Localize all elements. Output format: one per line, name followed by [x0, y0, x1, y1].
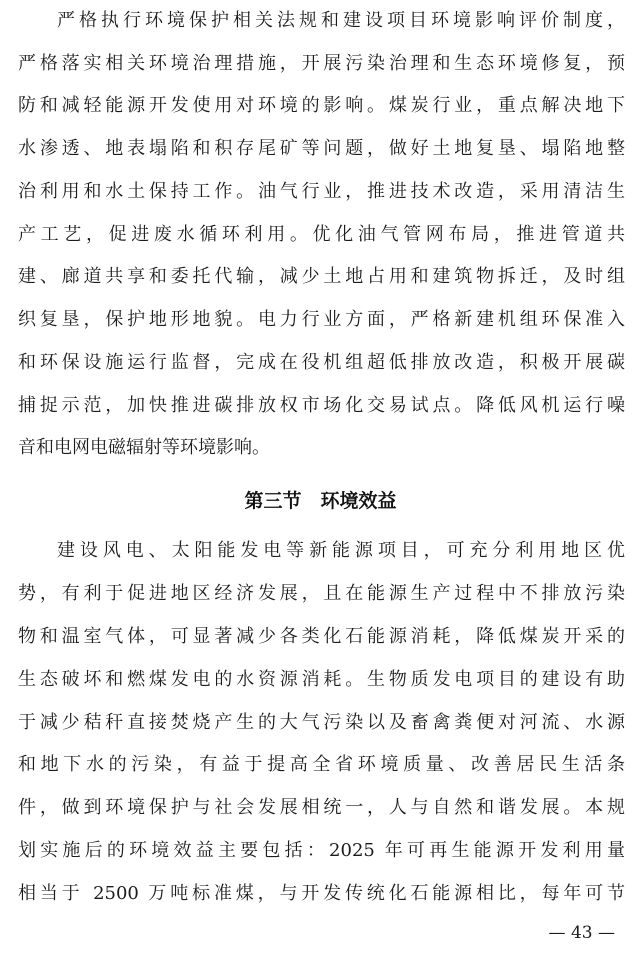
paragraph-line: 相当于 2500 万吨标准煤，与开发传统化石能源相比，每年可节 — [18, 883, 625, 904]
paragraph-line: 和环保设施运行监督，完成在役机组超低排放改造，积极开展碳 — [18, 352, 625, 373]
page-number: — 43 — — [548, 923, 615, 943]
paragraph-line: 防和减轻能源开发使用对环境的影响。煤炭行业，重点解决地下 — [18, 95, 625, 116]
paragraph-line: 捕捉示范，加快推进碳排放权市场化交易试点。降低风机运行噪 — [18, 395, 625, 416]
paragraph-line: 建、廊道共享和委托代输，减少土地占用和建筑物拆迁，及时组 — [18, 266, 625, 287]
paragraph-line: 水渗透、地表塌陷和积存尾矿等问题，做好土地复垦、塌陷地整 — [18, 138, 625, 159]
paragraph-line: 治利用和水土保持工作。油气行业，推进技术改造，采用清洁生 — [18, 181, 625, 202]
paragraph-line: 势，有利于促进地区经济发展，且在能源生产过程中不排放污染 — [18, 583, 625, 604]
paragraph-line: 严格执行环境保护相关法规和建设项目环境影响评价制度， — [57, 10, 625, 31]
paragraph-line: 建设风电、太阳能发电等新能源项目，可充分利用地区优 — [57, 540, 625, 561]
paragraph-line: 于减少秸秆直接焚烧产生的大气污染以及畜禽粪便对河流、水源 — [18, 712, 625, 733]
paragraph-line: 严格落实相关环境治理措施，开展污染治理和生态环境修复，预 — [18, 53, 625, 74]
paragraph-line: 划实施后的环境效益主要包括：2025 年可再生能源开发利用量 — [18, 840, 625, 861]
paragraph-line: 产工艺，促进废水循环利用。优化油气管网布局，推进管道共 — [18, 224, 625, 245]
paragraph-line: 织复垦，保护地形地貌。电力行业方面，严格新建机组环保准入 — [18, 309, 625, 330]
paragraph-line: 物和温室气体，可显著减少各类化石能源消耗，降低煤炭开采的 — [18, 626, 625, 647]
paragraph-line: 音和电网电磁辐射等环境影响。 — [18, 437, 270, 458]
section-heading: 第三节 环境效益 — [244, 490, 397, 512]
paragraph-line: 件，做到环境保护与社会发展相统一，人与自然和谐发展。本规 — [18, 797, 625, 818]
paragraph-line: 生态破坏和燃煤发电的水资源消耗。生物质发电项目的建设有助 — [18, 669, 625, 690]
paragraph-line: 和地下水的污染，有益于提高全省环境质量、改善居民生活条 — [18, 754, 625, 775]
